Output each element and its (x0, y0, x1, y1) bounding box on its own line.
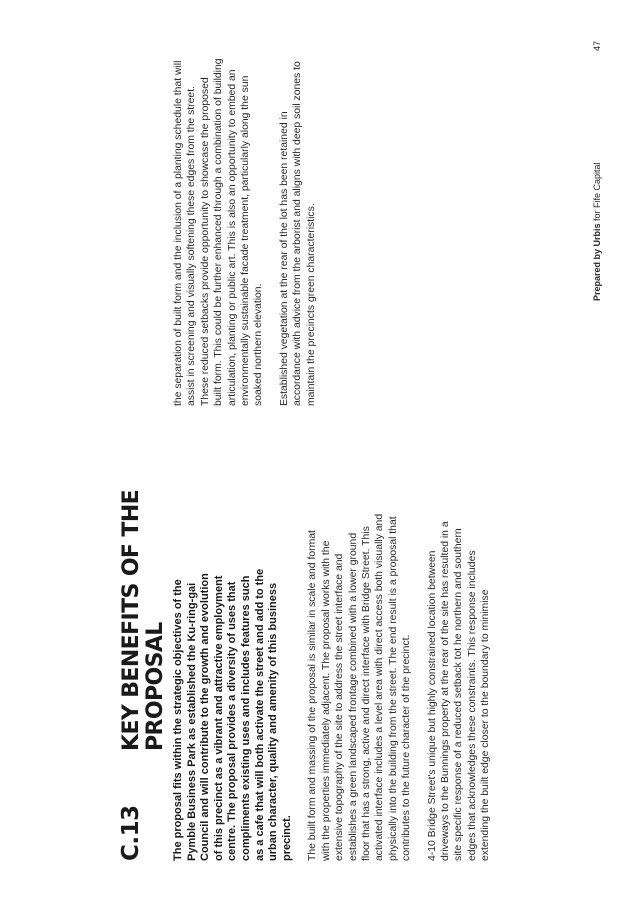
text-column-right (172, 56, 330, 406)
page-number: 47 (592, 40, 602, 51)
body-paragraph: 4-10 Bridge Street's unique but highly constrained location between driveways to the Bunnings property at the rear of the site has resulted in a site specific response of a reduced setback tot he northern and southern edges that acknowledges these constraints. This response includes extending the built edge closer to the boundary to minimise (426, 521, 492, 861)
body-paragraph: The built form and massing of the proposal is similar in scale and format with the properties immediately adjacent. The proposal works with the extensive topography of the site to address the street interface and establishes a green landscaped frontage combined with a lower ground floor that has a strong, active and direct interface with Bridge Street. This activated interface includes a level area with direct access both visually and physically into the building from the street. The end result is a proposal that contributes to the future character of the precinct. (307, 513, 413, 861)
body-paragraph: Established vegetation at the rear of the lot has been retained in accordance with advice from the arborist and aligns with deep soil zones to maintain the precincts green characteristics. (278, 61, 317, 406)
body-paragraph: the separation of built form and the inclusion of a planting schedule that will assist in screening and visually softening these edges from the street. These reduced setbacks provide opportunity to showcase the proposed built form. This could be further enhanced through a combination of building articulation, planting or public art. This is also an opportunity to embed an environmentally sustainable facade treatment, particularly along the sun soaked northern elevation. (173, 58, 265, 406)
text-column-left (172, 511, 505, 861)
section-number: C.13 (118, 805, 144, 861)
footer-credit (592, 39, 602, 301)
section-title: KEY BENEFITS OF THE PROPOSAL (119, 489, 168, 751)
footer-client: for Fife Capital (592, 162, 602, 224)
lead-paragraph: The proposal fits within the strategic objectives of the Pymble Business Park as established the Ku-ring-gai Council and will contribute to the growth and evolution of this precinct as a vibrant and attractive employment centre. The proposal provides a diversity of uses that compliments existing uses and includes features such as a cafe that will both activate the street and add to the urban character, quality and amenity of this business precinct. (172, 568, 293, 861)
footer-prepared-by: Prepared by Urbis (592, 223, 602, 301)
